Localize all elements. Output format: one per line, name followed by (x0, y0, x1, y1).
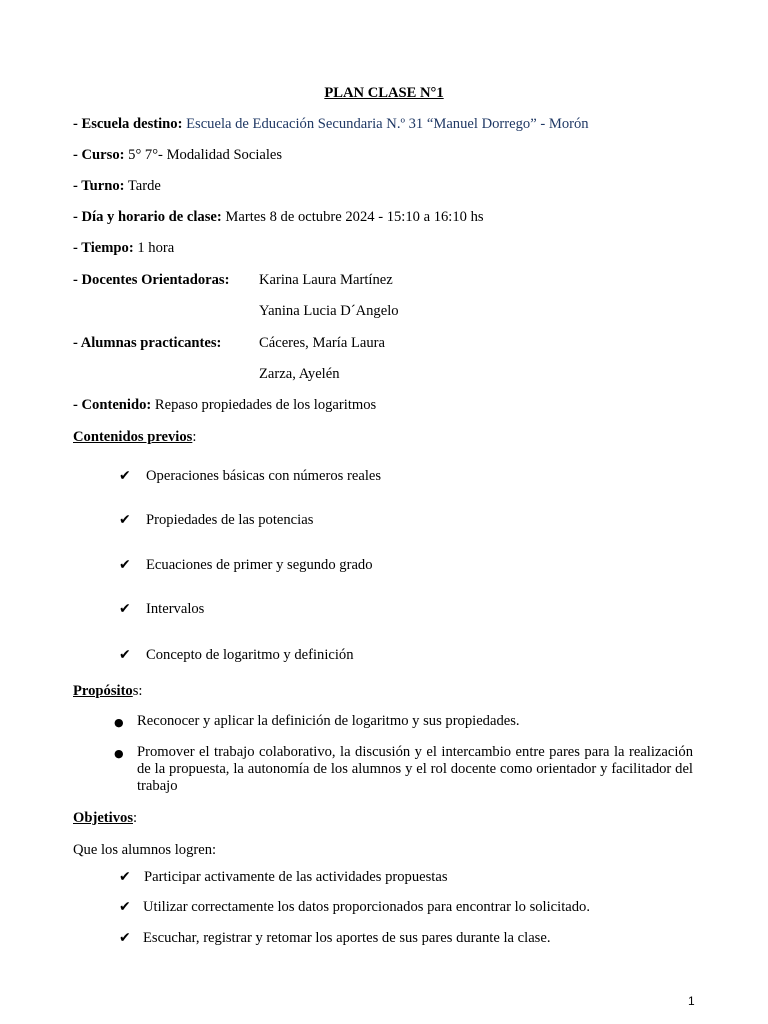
curso-value: 5° 7°- Modalidad Sociales (128, 147, 283, 163)
contenido-label: - Contenido: (73, 397, 152, 413)
list-item: Intervalos (146, 601, 205, 617)
bullet-dot-icon: ● (114, 716, 124, 729)
turno-line (73, 177, 161, 195)
turno-value: Tarde (127, 178, 161, 194)
tiempo-label: - Tiempo: (73, 240, 134, 256)
objetivos-heading (73, 809, 137, 827)
list-item: Escuchar, registrar y retomar los aportes de sus pares durante la clase. (143, 930, 551, 946)
curso-label: - Curso: (73, 147, 125, 163)
objetivos-intro: Que los alumnos logren: (73, 842, 217, 858)
list-item: Participar activamente de las actividades propuestas (144, 869, 448, 885)
page-number: 1 (688, 994, 695, 1008)
turno-label: - Turno: (73, 178, 125, 194)
docente-name: Karina Laura Martínez (259, 272, 393, 288)
list-item: Concepto de logaritmo y definición (146, 647, 354, 663)
alumna-name: Zarza, Ayelén (259, 366, 340, 382)
check-mark-icon: ✔ (119, 930, 131, 946)
curso-line (73, 146, 282, 164)
check-mark-icon: ✔ (119, 468, 131, 484)
section-heading-text: Contenidos previos (73, 429, 193, 445)
alumna-name: Cáceres, María Laura (259, 335, 385, 351)
list-item: Operaciones básicas con números reales (146, 468, 382, 484)
docente-name: Yanina Lucia D´Angelo (259, 303, 399, 319)
list-item: Propiedades de las potencias (146, 512, 314, 528)
list-item: Utilizar correctamente los datos proporcionados para encontrar lo solicitado. (143, 899, 590, 915)
docentes-label: - Docentes Orientadoras: (73, 272, 230, 288)
section-heading-suffix: s: (132, 683, 143, 699)
check-mark-icon: ✔ (119, 557, 131, 573)
escuela-line (73, 115, 589, 133)
section-heading-suffix: : (192, 429, 197, 445)
section-heading-suffix: : (133, 810, 138, 826)
dia-label: - Día y horario de clase: (73, 209, 222, 225)
escuela-value: Escuela de Educación Secundaria N.º 31 “Manuel Dorrego” - Morón (186, 116, 589, 132)
tiempo-value: 1 hora (137, 240, 175, 256)
contenidos-previos-heading (73, 428, 196, 446)
section-heading-text: Objetivos (73, 810, 133, 826)
list-item: Ecuaciones de primer y segundo grado (146, 557, 373, 573)
contenido-line (73, 396, 376, 414)
list-item: Promover el trabajo colaborativo, la discusión y el intercambio entre pares para la realización de la propuesta, la autonomía de los alumnos y el rol docente como orientador y facilitador del trabajo (137, 744, 693, 794)
dia-line (73, 208, 484, 226)
check-mark-icon: ✔ (119, 512, 131, 528)
contenido-value: Repaso propiedades de los logaritmos (154, 397, 377, 413)
tiempo-line (73, 239, 174, 257)
alumnas-label: - Alumnas practicantes: (73, 335, 222, 351)
check-mark-icon: ✔ (119, 647, 131, 663)
check-mark-icon: ✔ (119, 899, 131, 915)
escuela-label: - Escuela destino: (73, 116, 183, 132)
list-item: Reconocer y aplicar la definición de logaritmo y sus propiedades. (137, 713, 520, 729)
check-mark-icon: ✔ (119, 601, 131, 617)
bullet-dot-icon: ● (114, 747, 124, 760)
propositos-heading (73, 682, 142, 700)
section-heading-text: Propósito (73, 683, 133, 699)
document-title: PLAN CLASE N°1 (324, 85, 444, 101)
dia-value: Martes 8 de octubre 2024 - 15:10 a 16:10 hs (225, 209, 484, 225)
check-mark-icon: ✔ (119, 869, 131, 885)
